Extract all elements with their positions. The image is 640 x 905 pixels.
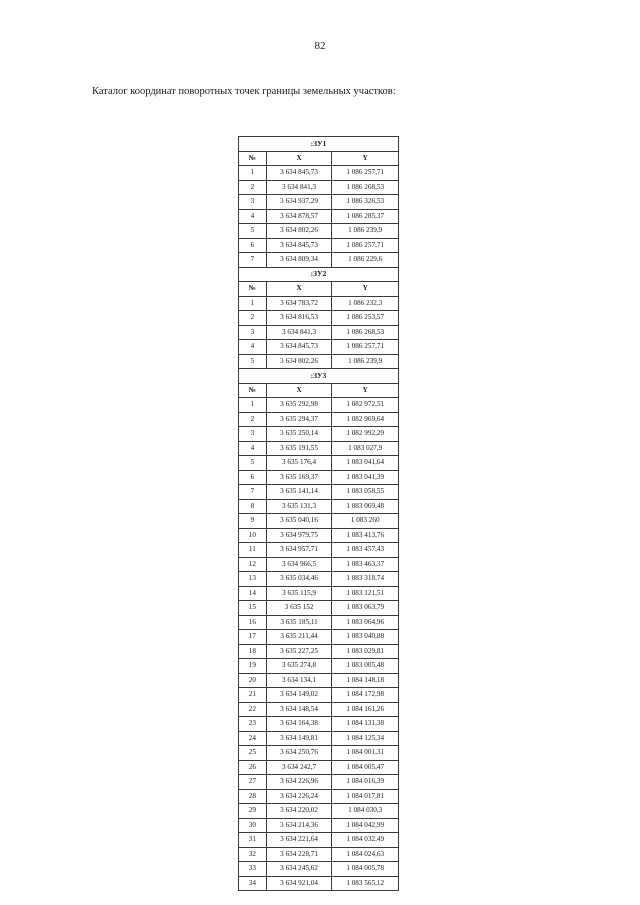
point-number: 23	[239, 717, 267, 732]
table-row	[239, 325, 399, 340]
coordinate-x: 3 634 957,71	[266, 543, 332, 558]
coordinate-x: 3 634 845,73	[266, 340, 332, 355]
coordinate-y: 1 083 058,55	[332, 485, 399, 500]
coordinate-x: 3 634 841,3	[266, 325, 332, 340]
point-number: 2	[239, 180, 267, 195]
table-row	[239, 746, 399, 761]
point-number: 10	[239, 528, 267, 543]
coordinates-table-body	[239, 137, 399, 891]
coordinate-y: 1 083 457,43	[332, 543, 399, 558]
coordinate-y: 1 084 030,3	[332, 804, 399, 819]
point-number: 5	[239, 456, 267, 471]
point-number: 5	[239, 224, 267, 239]
coordinate-y: 1 084 024,63	[332, 847, 399, 862]
coordinate-x: 3 635 274,8	[266, 659, 332, 674]
parcel-title-row	[239, 369, 399, 384]
point-number: 18	[239, 644, 267, 659]
table-row	[239, 862, 399, 877]
coordinate-x: 3 634 845,73	[266, 238, 332, 253]
coordinate-x: 3 634 242,7	[266, 760, 332, 775]
table-row	[239, 572, 399, 587]
coordinate-y: 1 084 032,49	[332, 833, 399, 848]
coordinate-y: 1 084 161,26	[332, 702, 399, 717]
table-row	[239, 166, 399, 181]
point-number: 9	[239, 514, 267, 529]
coordinate-x: 3 635 169,37	[266, 470, 332, 485]
point-number: 2	[239, 412, 267, 427]
coordinate-x: 3 634 802,26	[266, 224, 332, 239]
coordinate-y: 1 083 027,9	[332, 441, 399, 456]
table-row	[239, 543, 399, 558]
coordinates-table	[238, 136, 399, 891]
point-number: 2	[239, 311, 267, 326]
table-row	[239, 818, 399, 833]
table-row	[239, 180, 399, 195]
table-row	[239, 760, 399, 775]
catalog-caption: Каталог координат поворотных точек границы земельных участков:	[92, 86, 396, 97]
coordinate-y: 1 084 017,81	[332, 789, 399, 804]
coordinate-x: 3 635 185,11	[266, 615, 332, 630]
coordinate-x: 3 634 149,02	[266, 688, 332, 703]
point-number: 12	[239, 557, 267, 572]
point-number: 4	[239, 441, 267, 456]
column-header-x: X	[266, 151, 332, 166]
table-row	[239, 456, 399, 471]
point-number: 3	[239, 427, 267, 442]
coordinate-y: 1 083 463,37	[332, 557, 399, 572]
coordinate-y: 1 083 121,51	[332, 586, 399, 601]
table-row	[239, 586, 399, 601]
table-row	[239, 238, 399, 253]
parcel-title: :ЗУ2	[239, 267, 399, 282]
point-number: 21	[239, 688, 267, 703]
point-number: 3	[239, 325, 267, 340]
point-number: 6	[239, 470, 267, 485]
coordinate-x: 3 634 214,36	[266, 818, 332, 833]
table-row	[239, 224, 399, 239]
point-number: 28	[239, 789, 267, 804]
table-row	[239, 412, 399, 427]
table-row	[239, 398, 399, 413]
point-number: 7	[239, 253, 267, 268]
coordinate-x: 3 634 921,04	[266, 876, 332, 891]
coordinate-x: 3 634 226,96	[266, 775, 332, 790]
coordinate-y: 1 086 268,53	[332, 180, 399, 195]
coordinate-y: 1 086 257,71	[332, 340, 399, 355]
column-header-y: Y	[332, 151, 399, 166]
table-row	[239, 296, 399, 311]
point-number: 27	[239, 775, 267, 790]
coordinate-y: 1 084 005,78	[332, 862, 399, 877]
coordinate-x: 3 634 220,02	[266, 804, 332, 819]
coordinate-x: 3 635 191,55	[266, 441, 332, 456]
parcel-title: :ЗУ1	[239, 137, 399, 152]
column-header-row	[239, 282, 399, 297]
coordinate-y: 1 083 029,81	[332, 644, 399, 659]
coordinate-y: 1 083 040,88	[332, 630, 399, 645]
coordinate-y: 1 084 016,39	[332, 775, 399, 790]
point-number: 20	[239, 673, 267, 688]
table-row	[239, 253, 399, 268]
table-row	[239, 615, 399, 630]
coordinate-y: 1 086 257,71	[332, 166, 399, 181]
coordinate-x: 3 634 802,26	[266, 354, 332, 369]
table-row	[239, 195, 399, 210]
coordinate-y: 1 086 257,71	[332, 238, 399, 253]
table-row	[239, 789, 399, 804]
coordinate-y: 1 086 239,9	[332, 224, 399, 239]
point-number: 3	[239, 195, 267, 210]
point-number: 1	[239, 398, 267, 413]
coordinate-y: 1 083 318,74	[332, 572, 399, 587]
table-row	[239, 470, 399, 485]
coordinate-x: 3 634 226,24	[266, 789, 332, 804]
coordinate-y: 1 086 285,37	[332, 209, 399, 224]
point-number: 26	[239, 760, 267, 775]
column-header-row	[239, 151, 399, 166]
coordinate-y: 1 086 268,53	[332, 325, 399, 340]
point-number: 32	[239, 847, 267, 862]
coordinate-x: 3 635 227,25	[266, 644, 332, 659]
coordinate-y: 1 084 042,99	[332, 818, 399, 833]
coordinate-y: 1 086 232,3	[332, 296, 399, 311]
coordinate-y: 1 083 041,64	[332, 456, 399, 471]
column-header-number: №	[239, 383, 267, 398]
parcel-title-row	[239, 267, 399, 282]
coordinate-x: 3 634 228,71	[266, 847, 332, 862]
point-number: 8	[239, 499, 267, 514]
coordinate-x: 3 635 176,4	[266, 456, 332, 471]
parcel-title: :ЗУ3	[239, 369, 399, 384]
coordinate-x: 3 634 783,72	[266, 296, 332, 311]
coordinate-x: 3 635 250,14	[266, 427, 332, 442]
table-row	[239, 659, 399, 674]
point-number: 19	[239, 659, 267, 674]
point-number: 5	[239, 354, 267, 369]
coordinate-x: 3 635 152	[266, 601, 332, 616]
table-row	[239, 427, 399, 442]
table-row	[239, 601, 399, 616]
coordinate-x: 3 634 966,5	[266, 557, 332, 572]
coordinate-y: 1 083 041,39	[332, 470, 399, 485]
point-number: 24	[239, 731, 267, 746]
coordinate-y: 1 082 992,29	[332, 427, 399, 442]
coordinate-x: 3 634 816,53	[266, 311, 332, 326]
coordinate-x: 3 635 131,3	[266, 499, 332, 514]
parcel-title-row	[239, 137, 399, 152]
coordinate-y: 1 083 565,12	[332, 876, 399, 891]
table-row	[239, 775, 399, 790]
table-row	[239, 528, 399, 543]
coordinate-y: 1 084 131,38	[332, 717, 399, 732]
column-header-x: X	[266, 383, 332, 398]
table-row	[239, 833, 399, 848]
coordinate-x: 3 634 149,81	[266, 731, 332, 746]
table-row	[239, 673, 399, 688]
point-number: 22	[239, 702, 267, 717]
coordinate-x: 3 634 134,1	[266, 673, 332, 688]
table-row	[239, 630, 399, 645]
table-row	[239, 354, 399, 369]
table-row	[239, 499, 399, 514]
coordinate-y: 1 082 972,51	[332, 398, 399, 413]
column-header-y: Y	[332, 383, 399, 398]
point-number: 11	[239, 543, 267, 558]
point-number: 17	[239, 630, 267, 645]
coordinate-y: 1 084 148,18	[332, 673, 399, 688]
table-row	[239, 702, 399, 717]
table-row	[239, 514, 399, 529]
point-number: 15	[239, 601, 267, 616]
coordinate-x: 3 635 034,46	[266, 572, 332, 587]
point-number: 13	[239, 572, 267, 587]
table-row	[239, 876, 399, 891]
coordinate-y: 1 084 001,31	[332, 746, 399, 761]
table-row	[239, 731, 399, 746]
table-row	[239, 847, 399, 862]
coordinate-x: 3 635 141,14	[266, 485, 332, 500]
table-row	[239, 688, 399, 703]
table-row	[239, 644, 399, 659]
point-number: 7	[239, 485, 267, 500]
coordinate-y: 1 084 125,34	[332, 731, 399, 746]
column-header-row	[239, 383, 399, 398]
coordinate-x: 3 635 040,16	[266, 514, 332, 529]
coordinate-x: 3 634 148,54	[266, 702, 332, 717]
page-number: 82	[314, 40, 326, 52]
coordinate-x: 3 634 878,57	[266, 209, 332, 224]
coordinate-y: 1 086 326,53	[332, 195, 399, 210]
coordinate-y: 1 083 064,96	[332, 615, 399, 630]
coordinate-x: 3 634 809,34	[266, 253, 332, 268]
point-number: 25	[239, 746, 267, 761]
coordinate-x: 3 634 164,38	[266, 717, 332, 732]
point-number: 16	[239, 615, 267, 630]
column-header-x: X	[266, 282, 332, 297]
table-row	[239, 340, 399, 355]
coordinate-x: 3 635 115,9	[266, 586, 332, 601]
coordinate-y: 1 083 063,79	[332, 601, 399, 616]
point-number: 31	[239, 833, 267, 848]
table-row	[239, 441, 399, 456]
coordinate-x: 3 634 937,29	[266, 195, 332, 210]
coordinate-x: 3 634 979,75	[266, 528, 332, 543]
table-row	[239, 804, 399, 819]
coordinate-x: 3 634 841,3	[266, 180, 332, 195]
coordinate-y: 1 083 069,48	[332, 499, 399, 514]
table-row	[239, 717, 399, 732]
column-header-number: №	[239, 282, 267, 297]
coordinate-y: 1 086 229,6	[332, 253, 399, 268]
coordinate-y: 1 082 969,64	[332, 412, 399, 427]
coordinate-x: 3 634 250,76	[266, 746, 332, 761]
coordinate-y: 1 083 005,48	[332, 659, 399, 674]
point-number: 1	[239, 296, 267, 311]
point-number: 6	[239, 238, 267, 253]
coordinate-x: 3 634 245,62	[266, 862, 332, 877]
point-number: 14	[239, 586, 267, 601]
coordinate-y: 1 086 239,9	[332, 354, 399, 369]
coordinate-y: 1 083 413,76	[332, 528, 399, 543]
table-row	[239, 557, 399, 572]
point-number: 34	[239, 876, 267, 891]
coordinate-y: 1 084 005,47	[332, 760, 399, 775]
column-header-y: Y	[332, 282, 399, 297]
coordinate-x: 3 635 292,98	[266, 398, 332, 413]
point-number: 33	[239, 862, 267, 877]
coordinate-x: 3 634 845,73	[266, 166, 332, 181]
point-number: 30	[239, 818, 267, 833]
point-number: 4	[239, 340, 267, 355]
coordinate-x: 3 634 221,64	[266, 833, 332, 848]
table-row	[239, 485, 399, 500]
column-header-number: №	[239, 151, 267, 166]
coordinate-x: 3 635 211,44	[266, 630, 332, 645]
coordinate-x: 3 635 294,37	[266, 412, 332, 427]
coordinate-y: 1 083 260	[332, 514, 399, 529]
coordinate-y: 1 086 253,57	[332, 311, 399, 326]
point-number: 29	[239, 804, 267, 819]
point-number: 4	[239, 209, 267, 224]
point-number: 1	[239, 166, 267, 181]
table-row	[239, 311, 399, 326]
coordinate-y: 1 084 172,98	[332, 688, 399, 703]
table-row	[239, 209, 399, 224]
